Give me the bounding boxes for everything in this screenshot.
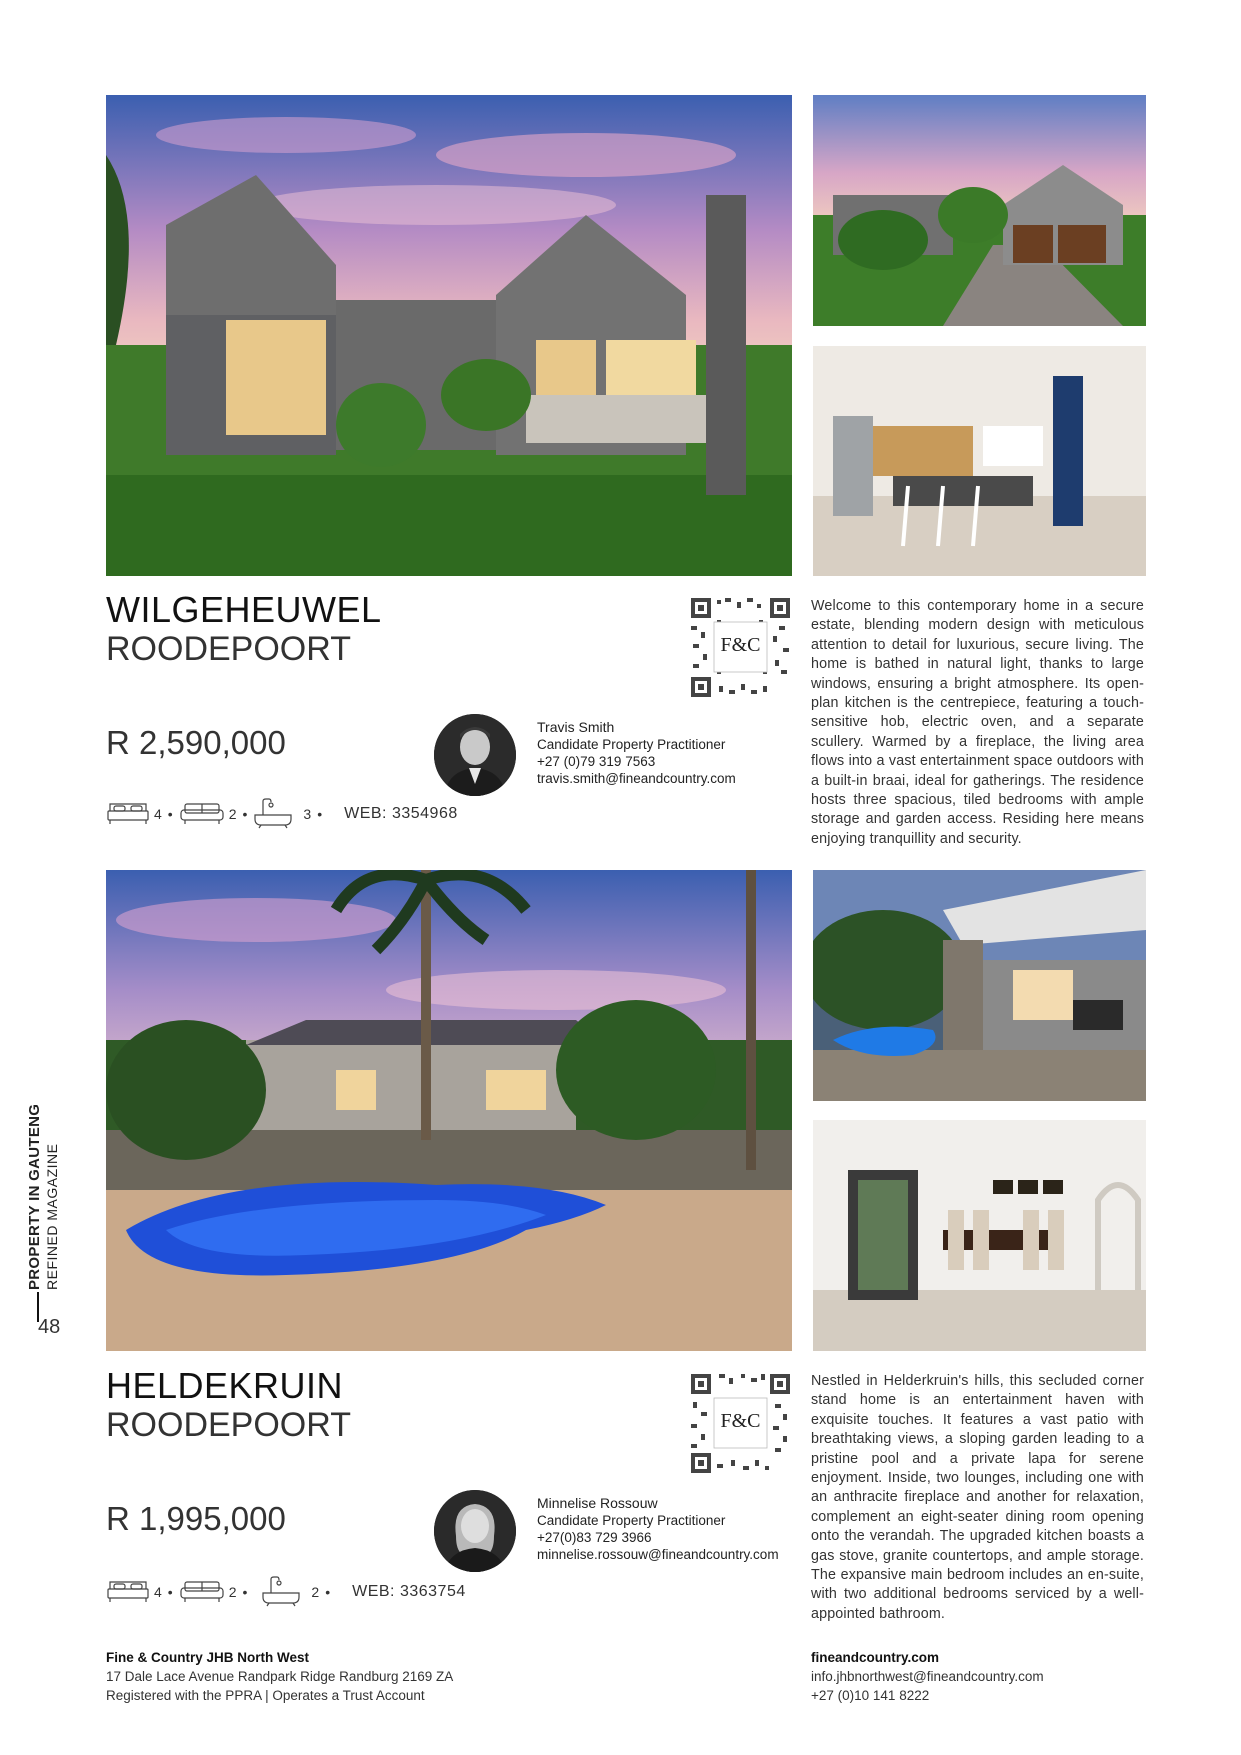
sofa-icon <box>179 799 225 830</box>
listing-2-agent-avatar <box>434 1490 516 1572</box>
office-website[interactable]: fineandcountry.com <box>811 1650 940 1665</box>
magazine-sidebar <box>22 1070 62 1290</box>
separator: • <box>167 1584 173 1600</box>
listing-1-title: WILGEHEUWEL <box>106 589 382 630</box>
listing-1-subtitle: ROODEPOORT <box>106 630 351 668</box>
bed-icon <box>106 1577 150 1608</box>
listing-1-description: Welcome to this contemporary home in a secure estate, blending modern design with meticulous attention to detail for luxurious, secure living. The home is bathed in natural light, thanks to large windows, ensuring a bright atmosphere. Its open-plan kitchen is the centrepiece, featuring a touch-sensitive hob, electric oven, and a separate scullery. Warmed by a fireplace, the living area flows into a vast entertainment space outdoors with a built-in braai, ideal for gatherings. The residence hosts three spacious, tiled bedrooms with ample storage and garden access. Residing here means enjoying tranquillity and security. <box>811 598 1144 847</box>
office-address: 17 Dale Lace Avenue Randpark Ridge Randburg 2169 ZA <box>106 1669 454 1684</box>
listing-2-description: Nestled in Helderkruin's hills, this secluded corner stand home is an entertainment haven with exquisite touches. It features a vast patio with breathtaking views, a sloping garden leading to a pristine pool and a private lapa for serene enjoyment. Inside, two lounges, including one with an anthracite fireplace and another for relaxation, complement an eight-seater dining room opening onto the verandah. The upgraded kitchen boasts a gas stove, granite countertops, and ample storage. The expansive main bedroom includes an en-suite, with two additional bedrooms serviced by a well-appointed bathroom. <box>811 1373 1144 1622</box>
office-name: Fine & Country JHB North West <box>106 1650 310 1665</box>
listing-2-agent-role: Candidate Property Practitioner <box>537 1513 726 1528</box>
listing-1-agent-info <box>537 719 736 787</box>
listing-2-agent-name: Minnelise Rossouw <box>537 1495 658 1511</box>
office-email[interactable]: info.jhbnorthwest@fineandcountry.com <box>811 1669 1044 1684</box>
wilgeheuwel-main-photo <box>106 95 792 576</box>
listing-2-web-ref[interactable]: WEB: 3363754 <box>352 1583 466 1600</box>
listing-2-agent-info <box>537 1495 779 1563</box>
listing-2-agent-email[interactable]: minnelise.rossouw@fineandcountry.com <box>537 1547 779 1562</box>
listing-2-subtitle: ROODEPOORT <box>106 1406 351 1444</box>
heldekruin-main-photo <box>106 870 792 1351</box>
listing-1-specs <box>106 798 458 830</box>
office-registration: Registered with the PPRA | Operates a Trust Account <box>106 1688 425 1703</box>
wilgeheuwel-exterior-photo <box>813 95 1146 326</box>
listing-1-agent-name: Travis Smith <box>537 719 615 735</box>
listing-1-qr-code[interactable] <box>689 596 792 699</box>
separator: • <box>242 806 248 822</box>
office-phone[interactable]: +27 (0)10 141 8222 <box>811 1688 930 1703</box>
office-details <box>106 1648 453 1705</box>
bath-count: 2 <box>311 1584 320 1600</box>
sidebar-subtitle: REFINED MAGAZINE <box>44 1143 60 1290</box>
office-contact <box>811 1648 1044 1705</box>
listing-1-price: R 2,590,000 <box>106 724 286 761</box>
heldekruin-patio-photo <box>813 870 1146 1101</box>
lounge-count: 2 <box>228 1584 237 1600</box>
bed-icon <box>106 799 150 830</box>
sidebar-title: PROPERTY IN GAUTENG <box>26 1103 43 1290</box>
bed-count: 4 <box>154 806 162 822</box>
lounge-count: 2 <box>228 806 237 822</box>
listing-1-web-ref[interactable]: WEB: 3354968 <box>344 805 458 822</box>
listing-2-qr-logo: F&C <box>720 1410 761 1432</box>
wilgeheuwel-kitchen-photo <box>813 346 1146 576</box>
separator: • <box>167 806 173 822</box>
listing-2-specs <box>106 1576 466 1608</box>
separator: • <box>317 806 323 822</box>
listing-2-qr-code[interactable] <box>689 1372 792 1475</box>
listing-1-qr-logo: F&C <box>720 634 761 656</box>
listing-1-agent-role: Candidate Property Practitioner <box>537 737 726 752</box>
separator: • <box>325 1584 331 1600</box>
sofa-icon <box>179 1577 225 1608</box>
bath-icon <box>253 797 293 832</box>
listing-2-agent-phone[interactable]: +27(0)83 729 3966 <box>537 1530 652 1545</box>
bath-count: 3 <box>303 806 312 822</box>
listing-2-title: HELDEKRUIN <box>106 1365 344 1406</box>
listing-2-price: R 1,995,000 <box>106 1500 286 1537</box>
listing-1-agent-phone[interactable]: +27 (0)79 319 7563 <box>537 754 656 769</box>
page-number: 48 <box>38 1316 61 1338</box>
bath-icon <box>261 1575 301 1610</box>
separator: • <box>242 1584 248 1600</box>
listing-1-agent-email[interactable]: travis.smith@fineandcountry.com <box>537 771 736 786</box>
heldekruin-dining-photo <box>813 1120 1146 1351</box>
listing-1-agent-avatar <box>434 714 516 796</box>
bed-count: 4 <box>154 1584 162 1600</box>
